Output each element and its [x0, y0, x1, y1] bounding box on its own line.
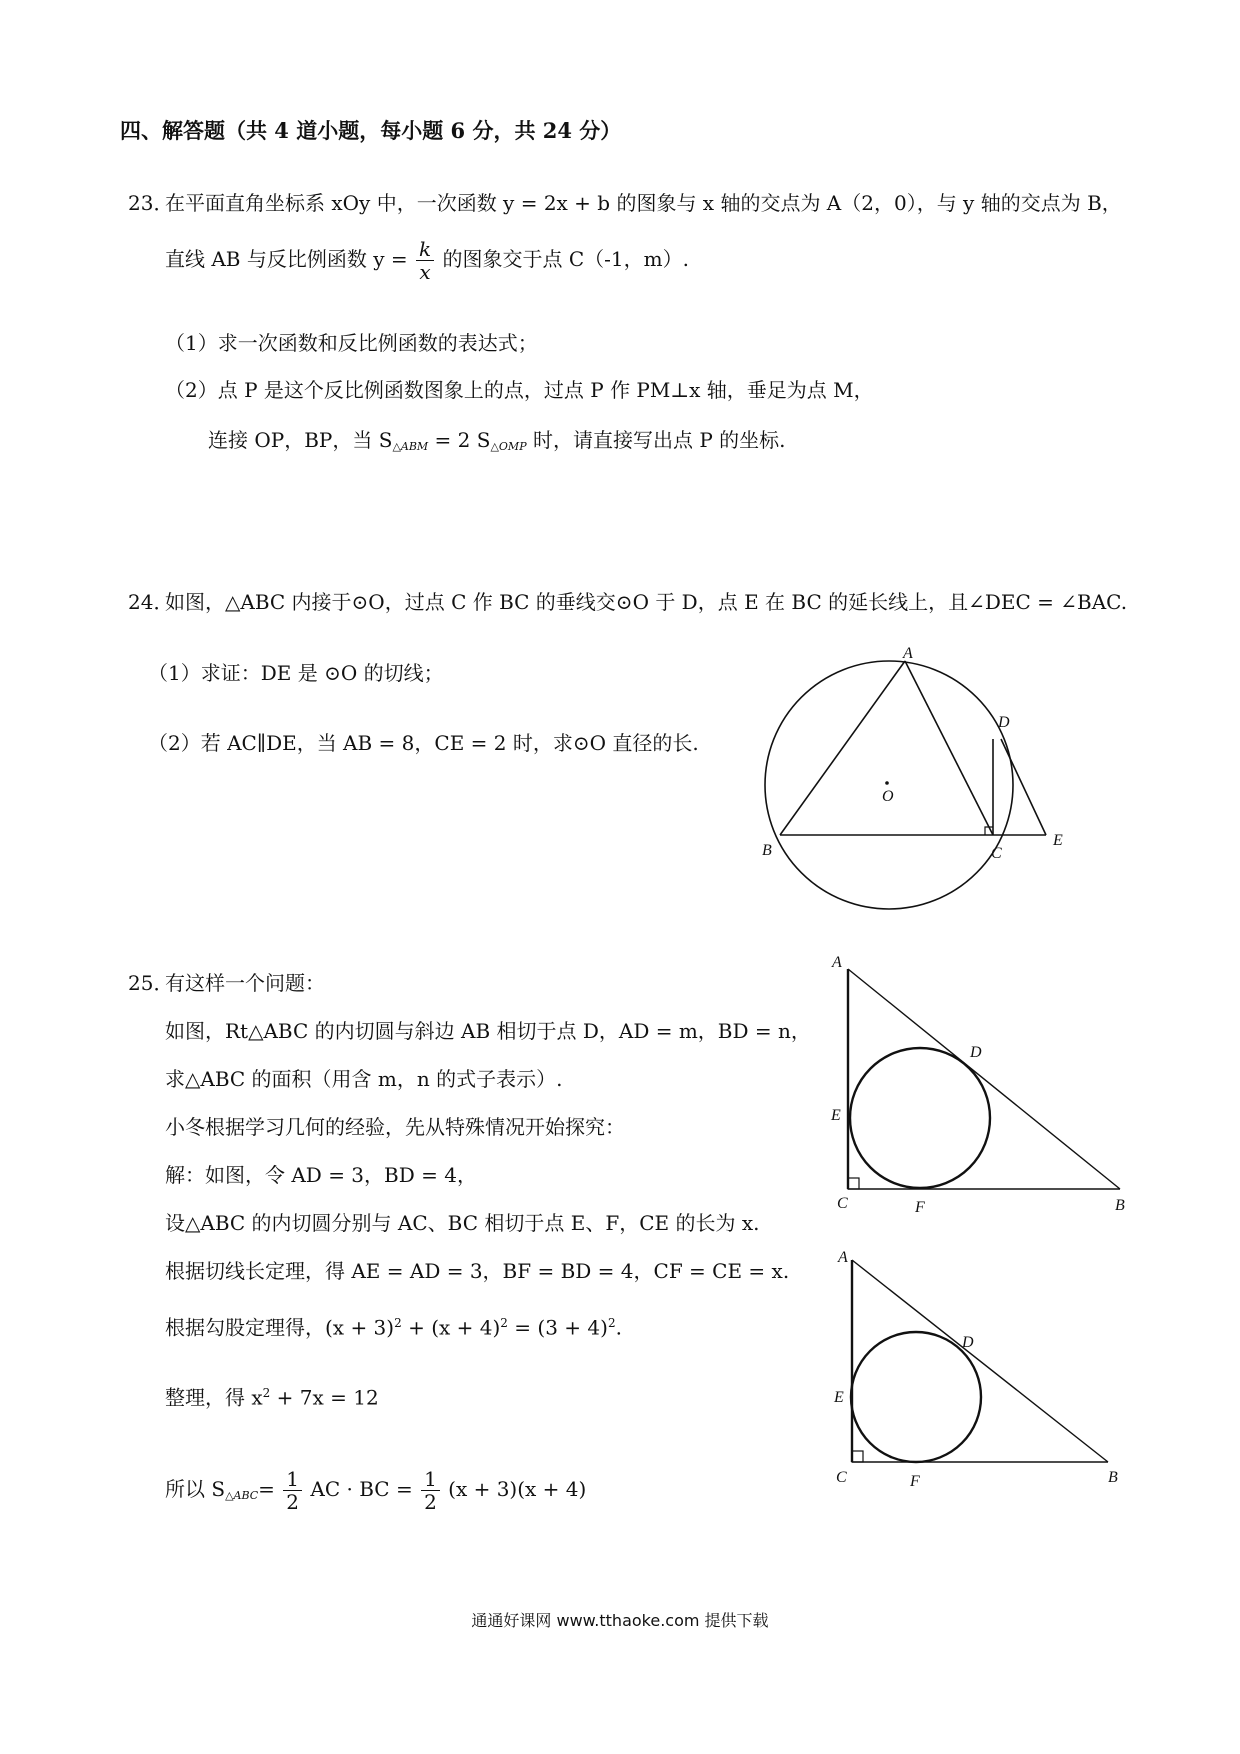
q25-line6: 根据切线长定理，得 AE = AD = 3，BF = BD = 4，CF = CE = x. — [165, 1259, 790, 1283]
q23-line1: 在平面直角坐标系 xOy 中，一次函数 y = 2x + b 的图象与 x 轴的交点为 A（2，0），与 y 轴的交点为 B， — [165, 191, 1122, 215]
q23-part1: （1）求一次函数和反比例函数的表达式； — [165, 331, 538, 355]
label-c: C — [837, 1195, 848, 1212]
q24-part2: （2）若 AC∥DE，当 AB = 8，CE = 2 时，求⊙O 直径的长. — [148, 731, 699, 755]
q23-part2b-pre: 连接 OP，BP，当 S — [208, 428, 393, 452]
label-f: F — [910, 1473, 920, 1490]
q23-part2a: （2）点 P 是这个反比例函数图象上的点，过点 P 作 PM⊥x 轴，垂足为点 M， — [165, 378, 874, 402]
square-exponent: 2 — [262, 1386, 271, 1400]
label-c: C — [991, 845, 1002, 862]
q25-line9-eq: = — [258, 1477, 275, 1501]
q23-part2b-mid: = 2 S — [428, 428, 491, 452]
half-numerator: 1 — [283, 1468, 302, 1491]
q25-line3: 小冬根据学习几何的经验，先从特殊情况开始探究： — [165, 1115, 625, 1139]
q24-line1: 如图，△ABC 内接于⊙O，过点 C 作 BC 的垂线交⊙O 于 D，点 E 在 BC 的延长线上，且∠DEC = ∠BAC. — [165, 590, 1128, 614]
q23-number: 23． — [128, 191, 174, 215]
q25-line0: 有这样一个问题： — [165, 971, 325, 995]
label-o: O — [882, 788, 894, 805]
half-denominator: 2 — [286, 1490, 300, 1514]
q25-line7-pre: 根据勾股定理得，(x + 3) — [165, 1315, 395, 1340]
q25-line9-pre: 所以 S — [165, 1477, 226, 1501]
q23-sub-abm: △ABM — [392, 440, 429, 453]
q24-part1: （1）求证：DE 是 ⊙O 的切线； — [148, 661, 444, 685]
q25-line9-mid: AC · BC = — [310, 1477, 413, 1501]
label-d: D — [962, 1334, 974, 1351]
label-d: D — [998, 714, 1010, 731]
q25-line8-pre: 整理，得 x — [165, 1385, 263, 1410]
q23-part2b-post: 时，请直接写出点 P 的坐标. — [526, 428, 786, 452]
section-header: 四、解答题（共 4 道小题，每小题 6 分，共 24 分） — [120, 118, 622, 143]
q24-number: 24． — [128, 590, 174, 614]
half-numerator: 1 — [421, 1468, 440, 1491]
label-b: B — [762, 842, 772, 859]
q25-line7-mid1: + (x + 4) — [401, 1315, 501, 1340]
fraction-numerator: k — [416, 238, 434, 261]
label-d: D — [970, 1044, 982, 1061]
footer: 通通好课网 www.tthaoke.com 提供下载 — [471, 1611, 769, 1630]
label-a: A — [832, 954, 842, 971]
side-ab — [852, 1260, 1108, 1462]
square-exponent: 2 — [394, 1316, 402, 1330]
q25-line7-mid2: = (3 + 4) — [507, 1315, 608, 1340]
q25-line2: 求△ABC 的面积（用含 m，n 的式子表示）. — [165, 1067, 563, 1091]
right-angle-c — [852, 1451, 863, 1462]
label-a: A — [903, 645, 913, 662]
label-b: B — [1115, 1197, 1125, 1214]
label-c: C — [836, 1469, 847, 1486]
q25-line4: 解：如图，令 AD = 3，BD = 4， — [165, 1163, 477, 1187]
q25-line5: 设△ABC 的内切圆分别与 AC、BC 相切于点 E、F，CE 的长为 x. — [165, 1211, 760, 1235]
q23-line2-post: 的图象交于点 C（-1，m）. — [442, 247, 689, 271]
q25-line7-post: . — [615, 1315, 622, 1340]
label-e: E — [1053, 832, 1063, 849]
q25-line9-post: (x + 3)(x + 4) — [448, 1477, 587, 1501]
square-exponent: 2 — [500, 1316, 508, 1330]
q23-sub-omp: △OMP — [490, 440, 527, 453]
q25-line1: 如图，Rt△ABC 的内切圆与斜边 AB 相切于点 D，AD = m，BD = n， — [165, 1019, 811, 1043]
square-exponent: 2 — [607, 1316, 616, 1330]
q25-line8-post: + 7x = 12 — [270, 1385, 379, 1410]
label-e: E — [834, 1389, 844, 1406]
fraction-denominator: x — [419, 260, 431, 284]
label-e: E — [831, 1107, 841, 1124]
incircle — [851, 1332, 981, 1462]
q25-sub-abc: △ABC — [225, 1489, 259, 1502]
q23-line2-pre: 直线 AB 与反比例函数 y = — [165, 247, 408, 271]
q25-number: 25． — [128, 971, 174, 995]
label-f: F — [915, 1199, 925, 1216]
label-b: B — [1108, 1469, 1118, 1486]
label-a: A — [838, 1249, 848, 1266]
half-denominator: 2 — [424, 1490, 437, 1514]
